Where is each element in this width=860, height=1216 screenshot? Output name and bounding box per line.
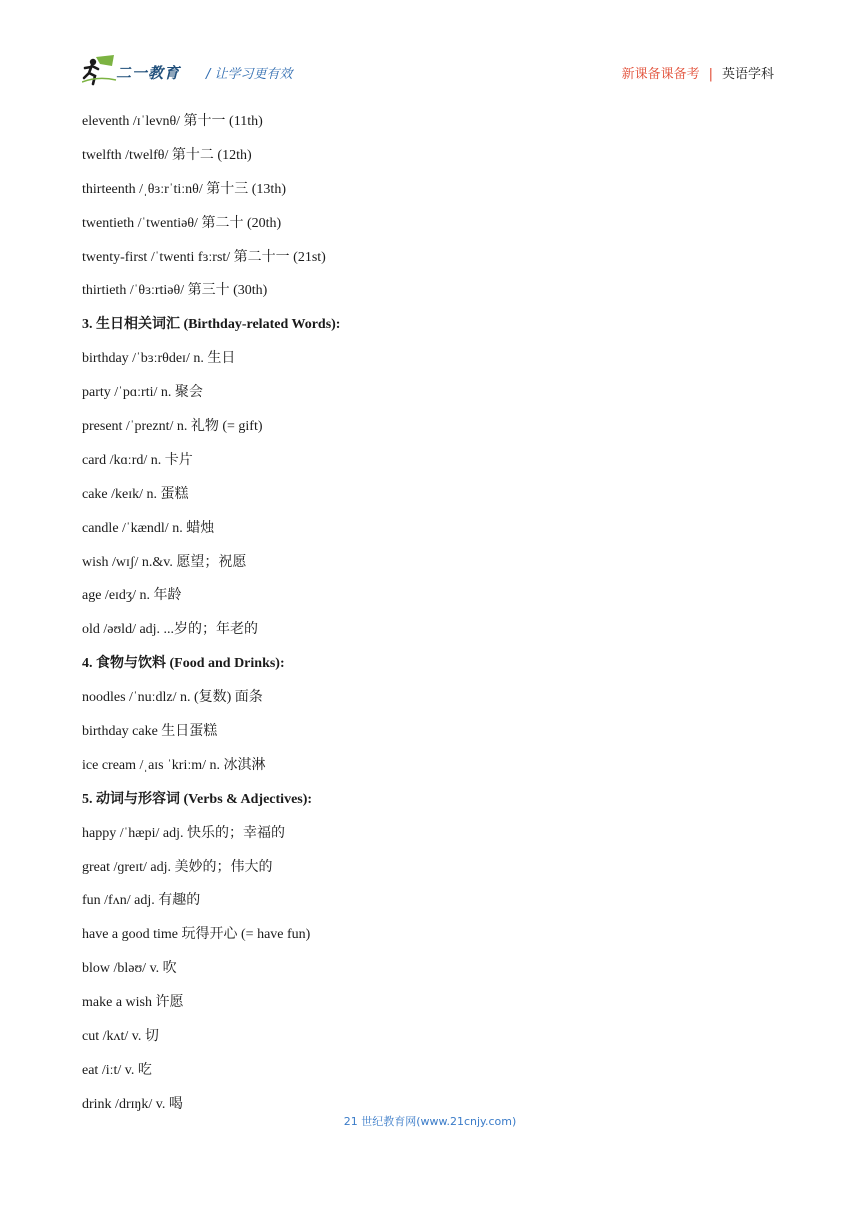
vocab-entry: birthday /ˈbɜːrθdeɪ/ n. 生日 (82, 351, 236, 367)
brand-label: 新课备课备考 (621, 67, 700, 82)
section-heading: 3. 生日相关词汇 (Birthday-related Words): (82, 317, 341, 333)
vocab-entry: party /ˈpɑːrti/ n. 聚会 (82, 385, 203, 401)
vocab-entry: make a wish 许愿 (82, 995, 184, 1011)
vocab-entry: present /ˈpreznt/ n. 礼物 (= gift) (82, 419, 263, 435)
vocab-entry: eat /iːt/ v. 吃 (82, 1062, 152, 1078)
vocab-entry: twentieth /ˈtwentiəθ/ 第二十 (20th) (82, 215, 282, 231)
vocab-entry: thirtieth /ˈθɜːrtiəθ/ 第三十 (30th) (82, 283, 268, 299)
vocab-entry: twenty-first /ˈtwenti fɜːrst/ 第二十一 (21st) (82, 249, 326, 265)
page-header (82, 54, 774, 90)
vocab-entry: eleventh /ɪˈlevnθ/ 第十一 (11th) (82, 114, 263, 129)
vocab-entry: blow /bləʊ/ v. 吹 (82, 961, 177, 977)
section-heading: 5. 动词与形容词 (Verbs & Adjectives): (82, 791, 313, 807)
header-separator: | (708, 67, 713, 82)
vocab-entry: ice cream /ˌaɪs ˈkriːm/ n. 冰淇淋 (82, 757, 266, 773)
section-heading: 4. 食物与饮料 (Food and Drinks): (82, 656, 285, 672)
vocab-entry: fun /fʌn/ adj. 有趣的 (82, 893, 201, 909)
page-footer: 21 世纪教育网(www.21cnjy.com) (343, 1115, 517, 1128)
vocab-entry: noodles /ˈnuːdlz/ n. (复数) 面条 (82, 690, 263, 706)
vocab-entry: cut /kʌt/ v. 切 (82, 1029, 159, 1045)
vocab-entry: thirteenth /ˌθɜːrˈtiːnθ/ 第十三 (13th) (82, 181, 286, 197)
runner-logo-icon (82, 54, 118, 86)
vocab-entry: twelfth /twelfθ/ 第十二 (12th) (82, 147, 252, 163)
vocab-entry: age /eɪdʒ/ n. 年龄 (82, 588, 182, 604)
vocab-entry: happy /ˈhæpi/ adj. 快乐的；幸福的 (82, 825, 285, 841)
vocab-entry: birthday cake 生日蛋糕 (82, 724, 218, 740)
logo-text: 二一教育 (116, 64, 181, 82)
vocab-entry: wish /wɪʃ/ n.&v. 愿望；祝愿 (82, 554, 247, 570)
vocab-entry: great /ɡreɪt/ adj. 美妙的；伟大的 (82, 859, 273, 875)
logo (82, 54, 192, 88)
vocab-entry: old /əʊld/ adj. ...岁的；年老的 (82, 622, 259, 638)
vocab-entry: candle /ˈkændl/ n. 蜡烛 (82, 520, 215, 536)
vocabulary-list (82, 112, 782, 1129)
vocab-entry: drink /drɪŋk/ v. 喝 (82, 1096, 183, 1112)
vocab-entry: have a good time 玩得开心 (= have fun) (82, 927, 311, 943)
vocab-entry: cake /keɪk/ n. 蛋糕 (82, 486, 189, 502)
vocab-entry: card /kɑːrd/ n. 卡片 (82, 452, 193, 468)
subject-label: 英语学科 (721, 67, 774, 82)
header-right (622, 63, 774, 82)
slogan: / 让学习更有效 (206, 67, 293, 82)
